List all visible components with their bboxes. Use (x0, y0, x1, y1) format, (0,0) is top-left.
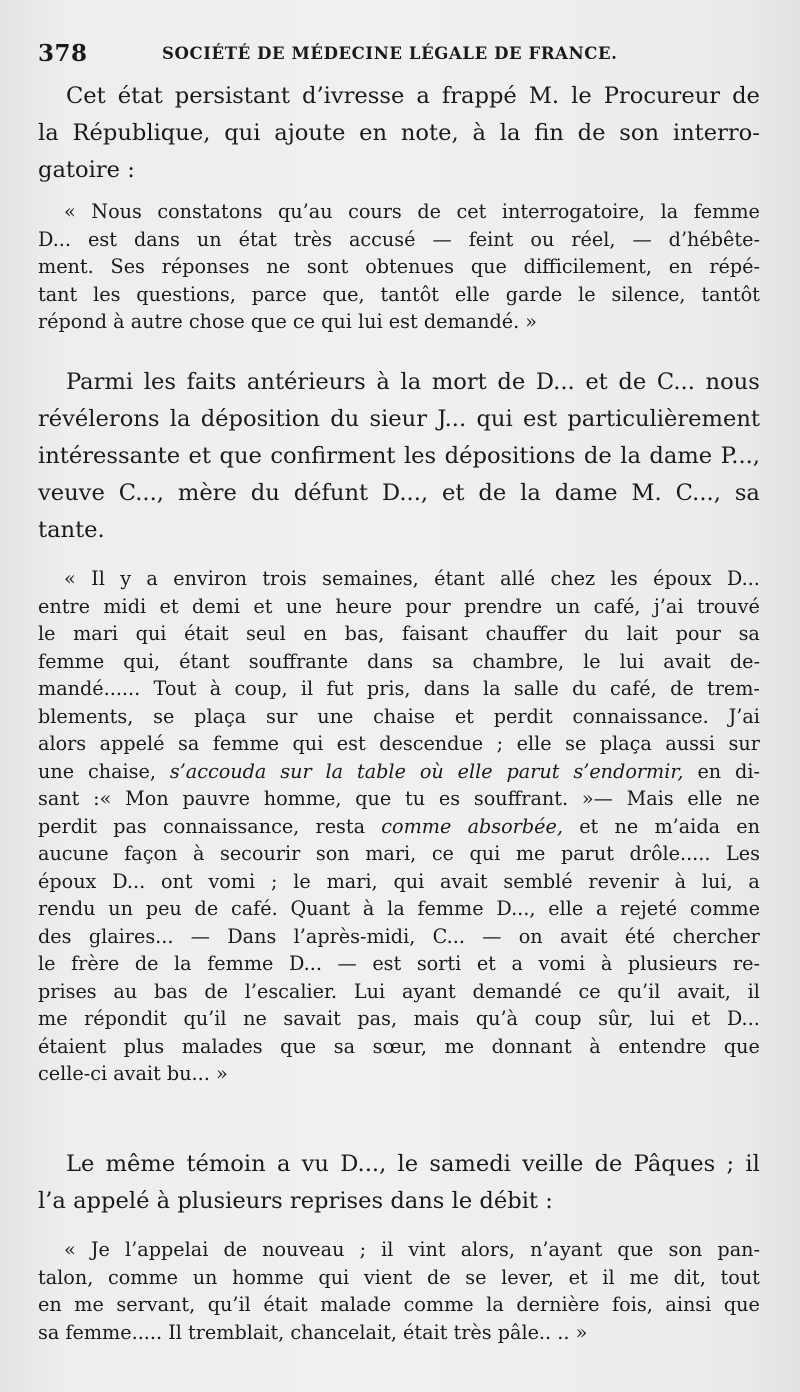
text-line: tante. (38, 517, 105, 543)
text-line: prises au bas de l’escalier. Lui ayant demandé ce qu’il avait, il (38, 979, 760, 1003)
text-line: Cet état persistant d’ivresse a frappé M. le Procureur de (66, 83, 760, 109)
text-line: Parmi les faits antérieurs à la mort de D... et de C... nous (66, 369, 760, 395)
text-line: me répondit qu’il ne savait pas, mais qu’à coup sûr, lui et D... (38, 1007, 760, 1030)
paragraph-3 (38, 364, 760, 549)
text-line: le mari qui était seul en bas, faisant chauffer du lait pour sa (38, 622, 760, 645)
text-line: Le même témoin a vu D..., le samedi veille de Pâques ; il (66, 1151, 760, 1177)
text-line: tant les questions, parce que, tantôt elle garde le silence, tantôt (38, 282, 760, 306)
text-line: rendu un peu de café. Quant à la femme D..., elle a rejeté comme (38, 897, 760, 920)
text-line: en me servant, qu’il était malade comme la dernière fois, ainsi que (38, 1293, 760, 1316)
paragraph-2-quote (38, 198, 760, 336)
text-line: une chaise, s’accouda sur la table où elle parut s’endormir, en di- (38, 759, 760, 783)
text-line: l’a appelé à plusieurs reprises dans le débit : (38, 1188, 553, 1214)
text-line: intéressante et que confirment les dépositions de la dame P..., (38, 443, 760, 469)
text-line: sant :« Mon pauvre homme, que tu es souffrant. »— Mais elle ne (38, 787, 760, 810)
journal-title: SOCIÉTÉ DE MÉDECINE LÉGALE DE FRANCE. (162, 44, 618, 63)
paragraph-6-quote (38, 1236, 760, 1346)
text-line: entre midi et demi et une heure pour prendre un café, j’ai trouvé (38, 594, 760, 618)
running-head (38, 40, 770, 70)
text-line: blements, se plaça sur une chaise et perdit connaissance. J’ai (38, 704, 760, 728)
paragraph-4-quote (38, 565, 760, 1088)
page-number: 378 (38, 40, 88, 67)
text-line: veuve C..., mère du défunt D..., et de la dame M. C..., sa (38, 480, 760, 506)
text-line: la République, qui ajoute en note, à la fin de son interro- (38, 120, 760, 146)
text-line: le frère de la femme D... — est sorti et a vomi à plusieurs re- (38, 952, 760, 975)
text-line: mandé...... Tout à coup, il fut pris, dans la salle du café, de trem- (38, 677, 760, 700)
text-line: révélerons la déposition du sieur J... qui est particulièrement (38, 406, 760, 432)
text-line: ment. Ses réponses ne sont obtenues que difficilement, en répé- (38, 255, 760, 278)
text-line: perdit pas connaissance, resta comme absorbée, et ne m’aida en (38, 814, 760, 838)
text-line: talon, comme un homme qui vient de se lever, et il me dit, tout (38, 1265, 760, 1289)
text-line: celle-ci avait bu... » (38, 1062, 228, 1085)
paragraph-5 (38, 1146, 760, 1220)
text-line: époux D... ont vomi ; le mari, qui avait semblé revenir à lui, a (38, 869, 760, 893)
text-line: femme qui, étant souffrante dans sa chambre, le lui avait de- (38, 649, 760, 673)
text-line: répond à autre chose que ce qui lui est demandé. » (38, 310, 538, 333)
text-line: étaient plus malades que sa sœur, me donnant à entendre que (38, 1034, 760, 1058)
text-line: « Il y a environ trois semaines, étant allé chez les époux D... (64, 567, 760, 590)
text-line: alors appelé sa femme qui est descendue ; elle se plaça aussi sur (38, 732, 760, 755)
paragraph-1 (38, 78, 760, 189)
text-line: sa femme..... Il tremblait, chancelait, était très pâle.. .. » (38, 1320, 588, 1344)
text-line: « Je l’appelai de nouveau ; il vint alors, n’ayant que son pan- (64, 1238, 760, 1261)
text-line: aucune façon à secourir son mari, ce qui me parut drôle..... Les (38, 842, 760, 865)
text-line: « Nous constatons qu’au cours de cet interrogatoire, la femme (64, 200, 760, 223)
text-line: des glaires... — Dans l’après-midi, C... — on avait été chercher (38, 924, 760, 948)
text-line: D... est dans un état très accusé — feint ou réel, — d’hébête- (38, 227, 760, 251)
text-line: gatoire : (38, 157, 135, 183)
